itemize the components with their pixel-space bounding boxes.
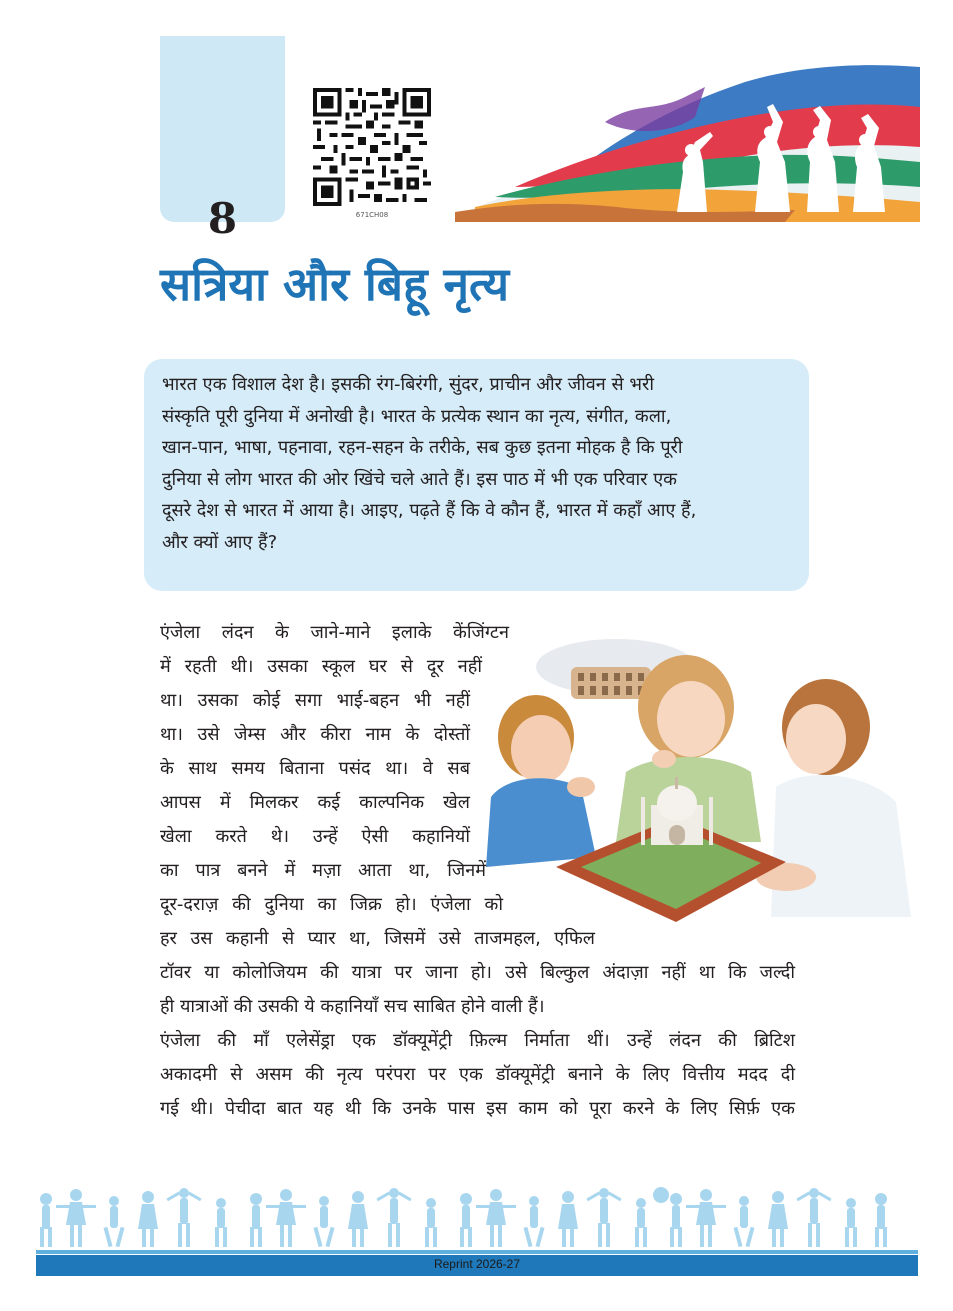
children-silhouettes-footer: [36, 1185, 918, 1250]
intro-line: भारत एक विशाल देश है। इसकी रंग-बिरंगी, सुंदर, प्राचीन और जीवन से भरी: [162, 374, 655, 395]
footer-bar: [36, 1255, 918, 1276]
colosseum-illustration: [571, 667, 651, 699]
dancers-banner-illustration: [455, 62, 920, 222]
body-text-line: गई थी। पेचीदा बात यह थी कि उनके पास इस काम को पूरा करने के लिए सिर्फ़ एक: [160, 1098, 795, 1119]
chapter-number-tab: [160, 36, 285, 243]
chapter-title: सत्रिया और बिहू नृत्य: [160, 257, 510, 311]
footer-divider: [36, 1250, 918, 1254]
body-text-line: अकादमी से असम की नृत्य परंपरा पर एक डॉक्यूमेंट्री बनाने के लिए वित्तीय मदद दी: [160, 1064, 795, 1085]
girl-right-figure: [756, 679, 911, 917]
body-text-line: खेला करते थे। उन्हें ऐसी कहानियों: [160, 826, 470, 847]
boy-figure: [486, 695, 596, 867]
reprint-label: Reprint 2026-27: [433, 1257, 521, 1271]
children-monuments-illustration: [486, 627, 916, 927]
qr-code-label: 671CH08: [355, 211, 389, 219]
body-text-line: दूर-दराज़ की दुनिया का जिक्र हो। एंजेला को: [160, 894, 503, 915]
body-text-line: टॉवर या कोलोजियम की यात्रा पर जाना हो। उसे बिल्कुल अंदाज़ा नहीं था कि जल्दी: [160, 962, 795, 983]
chapter-number: 8: [207, 194, 238, 243]
body-text-line: एंजेला की माँ एलेसेंड्रा एक डॉक्यूमेंट्री फ़िल्म निर्माता थीं। उन्हें लंदन की ब्रिटिश: [160, 1030, 795, 1051]
body-text-line: था। उसे जेम्स और कीरा नाम के दोस्तों: [160, 724, 470, 745]
intro-line: दुनिया से लोग भारत की ओर खिंचे चले आते हैं। इस पाठ में भी एक परिवार एक: [162, 468, 677, 490]
body-text-line: के साथ समय बिताना पसंद था। वे सब: [160, 758, 470, 779]
body-text-line: ही यात्राओं की उसकी ये कहानियाँ सच साबित होने वाली हैं।: [160, 996, 545, 1017]
intro-line: दूसरे देश से भारत में आया है। आइए, पढ़ते हैं कि वे कौन हैं, भारत में कहाँ आए हैं,: [162, 500, 697, 521]
body-text-line: आपस में मिलकर कई काल्पनिक खेल: [160, 792, 470, 813]
body-text-line: का पात्र बनने में मज़ा आता था, जिनमें: [160, 860, 486, 881]
body-text-line: एंजेला लंदन के जाने-माने इलाके केंजिंग्टन: [160, 622, 509, 643]
body-text-line: था। उसका कोई सगा भाई-बहन भी नहीं: [160, 690, 470, 711]
intro-line: खान-पान, भाषा, पहनावा, रहन-सहन के तरीके, सब कुछ इतना मोहक है कि पूरी: [162, 437, 683, 458]
intro-box: [144, 359, 809, 591]
body-text-line: हर उस कहानी से प्यार था, जिसमें उसे ताजमहल, एफिल: [160, 928, 595, 949]
intro-line: संस्कृति पूरी दुनिया में अनोखी है। भारत के प्रत्येक स्थान का नृत्य, संगीत, कला,: [162, 405, 672, 427]
body-text-line: में रहती थी। उसका स्कूल घर से दूर नहीं: [160, 656, 482, 677]
intro-line: और क्यों आए हैं?: [162, 531, 278, 553]
qr-code-icon[interactable]: [313, 88, 431, 206]
